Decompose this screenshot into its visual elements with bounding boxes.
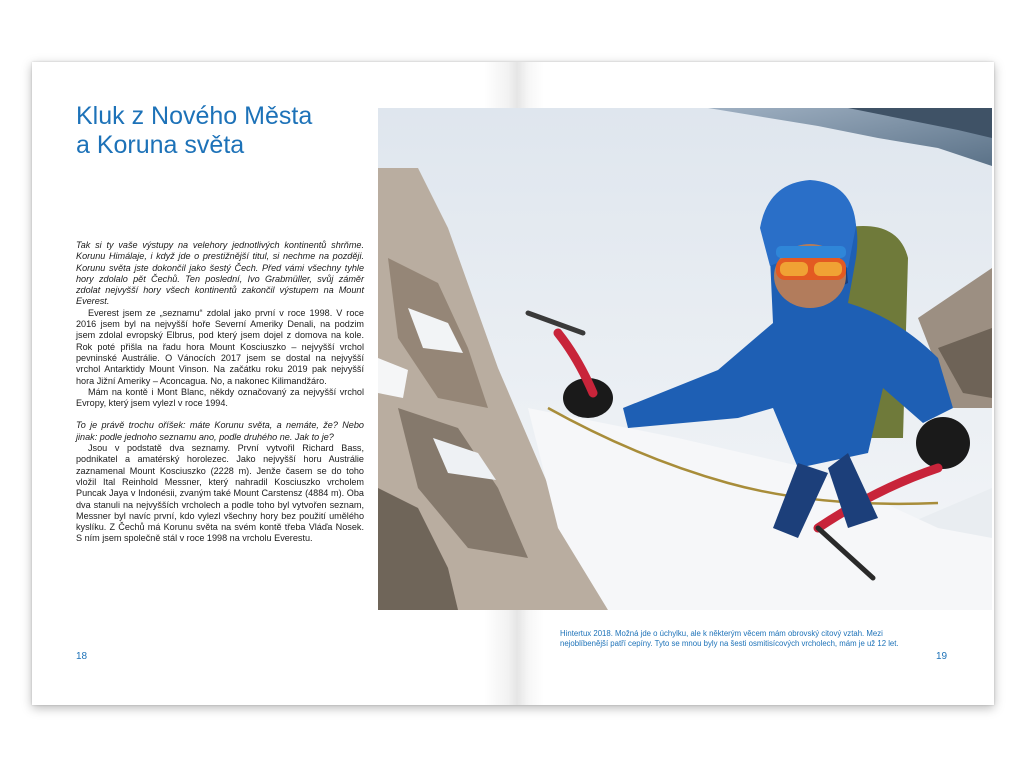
answer-paragraph: Jsou v podstatě dva seznamy. První vytvořil Richard Bass, podnikatel a amatérský horolezec. Jako nejvyšší horu Austrálie zaznamenal Mount Kosciuszko (2228 m). Jenže časem se do toho vložil Ital Reinhold Messner, který nahradil Kosciuszko vrcholem Puncak Jaya v Indonésii, zvaným také Mount Carstensz (4884 m). Oba dva stanuli na nejvyšších vrcholech a podle toho byl vytvořen seznam, Messner byl navíc první, kdo vylezl všechny hory bez použití umělého kyslíku. Z Čechů má Korunu světa na svém kontě třeba Vláďa Nosek. S ním jsem společně stál v roce 1998 na vrcholu Everestu.: [76, 443, 364, 544]
question-paragraph: To je právě trochu oříšek: máte Korunu světa, a nemáte, že? Nebo jinak: podle jednoho seznamu ano, podle druhého ne. Jak to je?: [76, 420, 364, 442]
page-number-left: 18: [76, 651, 88, 662]
answer-paragraph: Mám na kontě i Mont Blanc, někdy označovaný za nejvyšší vrchol Evropy, který jsem vylezl v roce 1994.: [76, 386, 364, 409]
climber-photo: [378, 108, 992, 610]
page-number-right: 19: [936, 651, 948, 662]
answer-paragraph: Everest jsem ze „seznamu“ zdolal jako první v roce 1998. V roce 2016 jsem byl na nejvyšší hoře Severní Ameriky Denali, na podzim jsem zdolal evropský Elbrus, pod který jsem dojel z domova na kole. Rok poté přišla na řadu hora Mount Kosciuszko – nejvyšší vrchol pevninské Austrálie. O Vánocích 2017 jsem se dostal na nejvyšší vrchol Antarktidy Mount Vinson. Na začátku roku 2019 pak nejvyšší hora Jižní Ameriky – Aconcagua. No, a nakonec Kilimandžáro.: [76, 307, 364, 386]
book-spread: [32, 62, 994, 705]
interview-text: [76, 240, 364, 545]
photo-caption: Hintertux 2018. Možná jde o úchylku, ale k některým věcem mám obrovský citový vztah. Mezi nejoblíbenější patří cepíny. Tyto se mnou byly na šesti osmitisícových vrcholech, mám je už 12 let.: [560, 629, 899, 648]
chapter-title-line-2: a Koruna světa: [76, 131, 245, 159]
chapter-title: [76, 102, 312, 160]
chapter-title-line-1: Kluk z Nového Města: [76, 102, 313, 130]
climber-illustration: [378, 108, 992, 610]
question-paragraph: Tak si ty vaše výstupy na velehory jednotlivých kontinentů shrňme. Korunu Himálaje, i když jde o prestižnější titul, si nechme na později. Korunu světa jste dokončil jako šestý Čech. Před vámi všechny tyhle hory zdolalo pět Čechů. Ten poslední, Ivo Grabmüller, svůj záměr zdolat nejvyšší hory všech kontinentů zakončil výstupem na Mount Everest.: [76, 240, 364, 307]
